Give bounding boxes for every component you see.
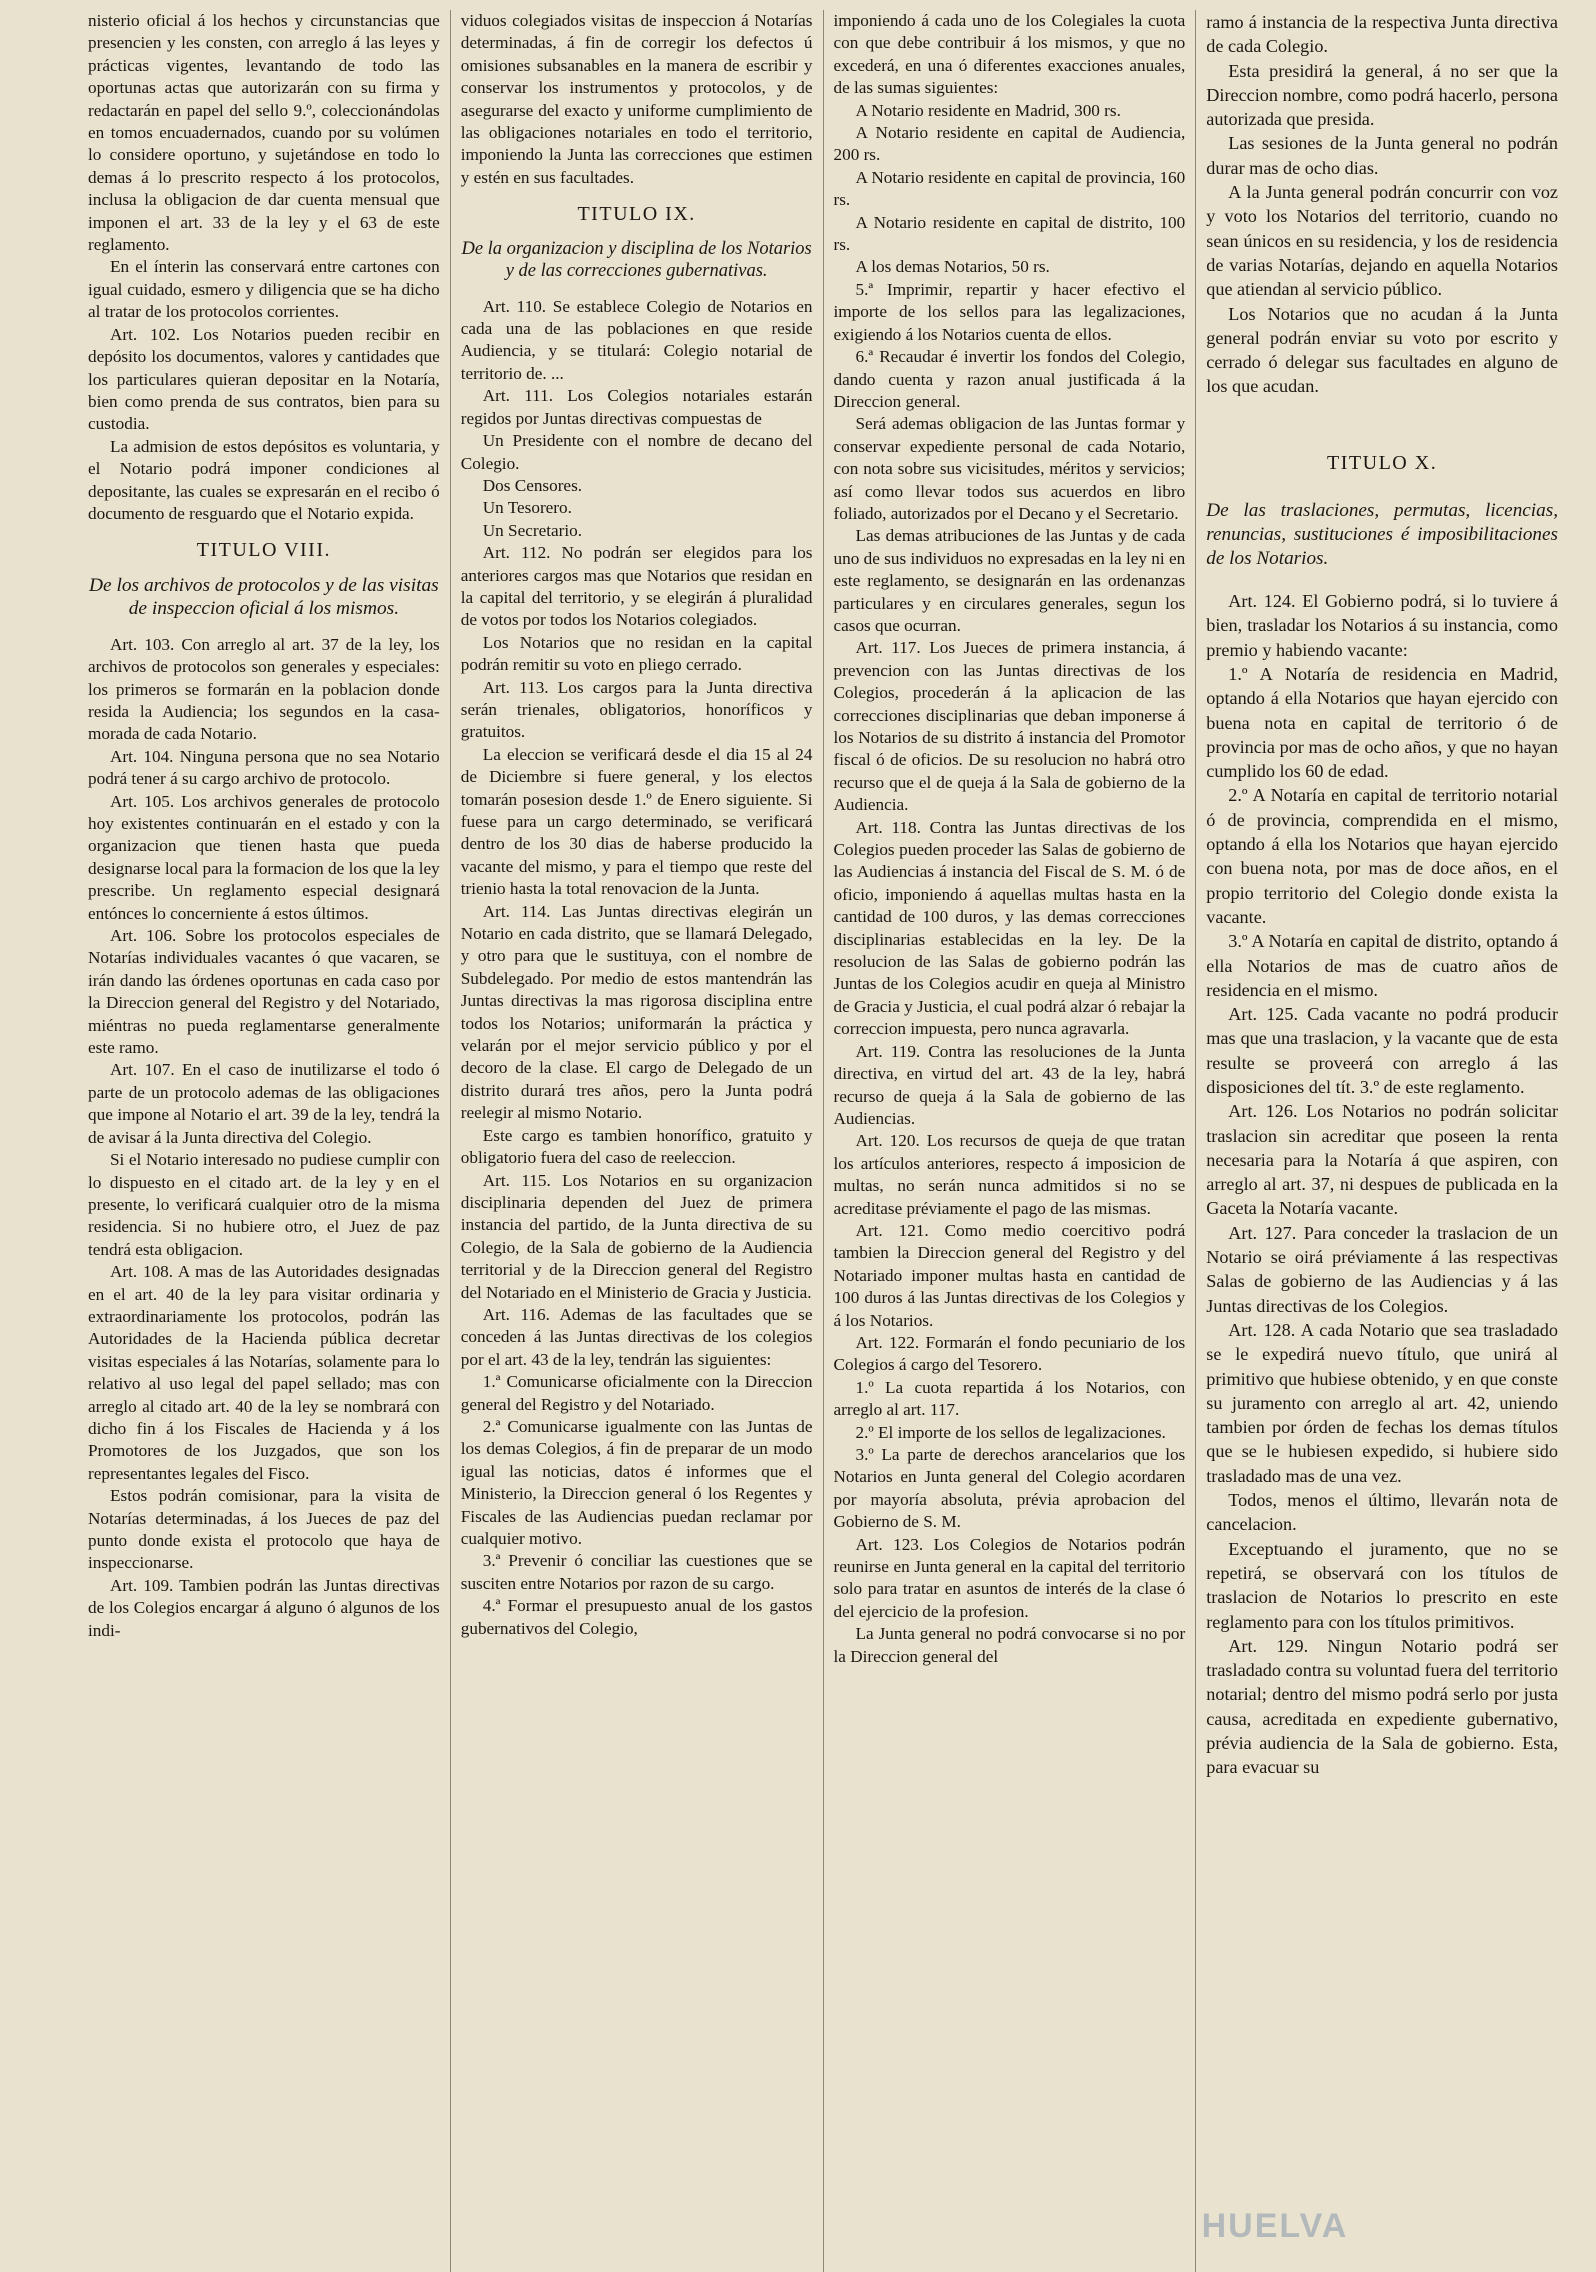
paragraph: 3.º A Notaría en capital de distrito, optando á ella Notarios de mas de cuatro años de residencia en el mismo. (1206, 931, 1558, 1000)
paragraph: Dos Censores. (482, 475, 583, 495)
paragraph: Art. 117. Los Jueces de primera instancia, á prevencion con las Juntas directivas de los Colegios, procederán á la aplicacion de las correcciones disciplinarias que deban imponerse á los Notarios de su distrito á instancia del Promotor fiscal ó de oficios. De su resolucion no habrá otro recurso que el de queja á la Sala de gobierno de la Audiencia. (833, 638, 1186, 815)
paragraph: Art. 103. Con arreglo al art. 37 de la ley, los archivos de protocolos son generales y especiales: los primeros se formarán en la poblacion donde resida la Audiencia; los segundos en la casa-morada de cada Notario. (88, 634, 440, 744)
paragraph: nisterio oficial á los hechos y circunstancias que presencien y les consten, con arreglo á las leyes y prácticas vigentes, levantando de todo las oportunas actas que autorizarán con su firma y redactarán en papel del sello 9.º, coleccionándolas en tomos encuadernados, cuando por su volúmen lo considere oportuno, y sujetándose en todo lo demas á lo prescrito respecto á los protocolos, inclusa la obligacion de dar cuenta mensual que imponen el art. 33 de la ley y el 63 de este reglamento. (88, 11, 440, 255)
paragraph: 2.º El importe de los sellos de legalizaciones. (855, 1422, 1166, 1442)
paragraph: Un Tesorero. (482, 498, 572, 518)
paragraph: Art. 118. Contra las Juntas directivas de los Colegios pueden proceder las Salas de gobierno de las Audiencias á instancia del Fiscal de S. M. ó de oficio, imponiendo á aquellas multas hasta en la cantidad de 100 duros, y las demas correcciones disciplinarias establecidas en la ley. De la resolucion de las Salas de gobierno podrán las Juntas de los Colegios acudir en queja al Ministro de Gracia y Justicia, el cual podrá alzar ó rebajar la correccion impuesta, pero nunca agravarla. (833, 817, 1186, 1039)
paragraph: A Notario residente en capital de distrito, 100 rs. (833, 212, 1186, 255)
section-subtitle: De las traslaciones, permutas, licencias, renuncias, sustituciones é imposibilitaciones de los Notarios. (1206, 500, 1558, 570)
paragraph: A Notario residente en capital de Audiencia, 200 rs. (833, 123, 1186, 165)
paragraph: 2.ª Comunicarse igualmente con las Juntas de los demas Colegios, á fin de preparar de un modo igual las noticias, datos é informes que el Ministerio, la Direccion general ó los Regentes y Fiscales de las Audiencias puedan reclamar por cualquier motivo. (460, 1416, 813, 1548)
paragraph: Art. 102. Los Notarios pueden recibir en depósito los documentos, valores y cantidades que los particulares quieran depositar en la Notaría, bien como prenda de sus contratos, bien para su custodia. (88, 324, 440, 434)
paragraph: Art. 107. En el caso de inutilizarse el todo ó parte de un protocolo ademas de las obligaciones que impone al Notario el art. 39 de la ley, tendrá la de avisar á la Junta directiva del Colegio. (88, 1060, 440, 1147)
paragraph: 3.º La parte de derechos arancelarios que los Notarios en Junta general del Colegio acordaren por mayoría absoluta, prévia aprobacion del Gobierno de S. M. (833, 1445, 1186, 1532)
section-title: TITULO IX. (577, 203, 696, 226)
paragraph: Este cargo es tambien honorífico, gratuito y obligatorio fuera del caso de reeleccion. (460, 1125, 813, 1168)
column-1 (78, 10, 450, 2272)
paragraph: Los Notarios que no acudan á la Junta general podrán enviar su voto por escrito y cerrado ó delegar sus facultades en alguno de los que acudan. (1206, 303, 1558, 397)
paragraph: Art. 104. Ninguna persona que no sea Notario podrá tener á su cargo archivo de protocolo. (88, 746, 440, 789)
paragraph: Art. 129. Ningun Notario podrá ser trasladado contra su voluntad fuera del territorio notarial; dentro del mismo podrá serlo por justa causa, acreditada en expediente gubernativo, prévia audiencia de la Sala de gobierno. Esta, para evacuar su (1206, 1635, 1558, 1778)
section-subtitle: De la organizacion y disciplina de los Notarios y de las correcciones gubernativas. (461, 238, 812, 281)
paragraph: 1.ª Comunicarse oficialmente con la Direccion general del Registro y del Notariado. (460, 1372, 813, 1414)
paragraph: Un Presidente con el nombre de decano del Colegio. (460, 431, 813, 473)
paragraph: Art. 116. Ademas de las facultades que se conceden á las Juntas directivas de los colegios por el art. 43 de la ley, tendrán las siguientes: (460, 1304, 813, 1369)
paragraph: En el ínterin las conservará entre cartones con igual cuidado, esmero y diligencia que se ha dicho al tratar de los protocolos corrientes. (88, 257, 440, 322)
paragraph: La eleccion se verificará desde el dia 15 al 24 de Diciembre si fuere general, y los electos tomarán posesion desde 1.º de Enero siguiente. Si fuese para un cargo determinado, se verificará dentro de los 30 dias de haberse producido la vacante del mismo, y para el tiempo que reste del trienio hasta la total renovacion de la Junta. (460, 744, 813, 899)
paragraph: ramo á instancia de la respectiva Junta directiva de cada Colegio. (1206, 12, 1558, 57)
paragraph: Art. 125. Cada vacante no podrá producir mas que una traslacion, y la vacante que de esta resulte se proveerá con arreglo á las disposiciones del tít. 3.º de este reglamento. (1206, 1004, 1558, 1097)
paragraph: Las demas atribuciones de las Juntas y de cada uno de sus individuos no expresadas en la ley ni en este reglamento, se designarán en las ordenanzas particulares y en circulares generales, segun los casos que ocurran. (833, 526, 1186, 635)
paragraph: A Notario residente en capital de provincia, 160 rs. (833, 167, 1186, 210)
paragraph: Art. 109. Tambien podrán las Juntas directivas de los Colegios encargar á alguno ó algunos de los indi- (88, 1575, 440, 1640)
paragraph: Art. 110. Se establece Colegio de Notarios en cada una de las poblaciones en que reside Audiencia, y se titulará: Colegio notarial de territorio de. ... (460, 296, 813, 383)
paragraph: Art. 105. Los archivos generales de protocolo hoy existentes continuarán en el estado y con la organizacion que tienen hasta que pueda designarse local para la formacion de los que la ley prescribe. Un reglamento especial designará entónces lo concerniente á estos últimos. (88, 791, 440, 923)
column-2 (450, 10, 823, 2272)
paragraph: Esta presidirá la general, á no ser que la Direccion nombre, como podrá hacerlo, persona autorizada que presida. (1206, 60, 1558, 130)
paragraph: Art. 122. Formarán el fondo pecuniario de los Colegios á cargo del Tesorero. (833, 1332, 1186, 1375)
paragraph: Art. 114. Las Juntas directivas elegirán un Notario en cada distrito, que se llamará Delegado, y otro para que le sustituya, con el nombre de Subdelegado. Por medio de estos mantendrán las Juntas directivas la mas rigorosa disciplina entre todos los Notarios; uniformarán la práctica y velarán por el mejor servicio público y por el decoro de la clase. El cargo de Delegado de un distrito durará tres años, pero la Junta podrá reelegir al mismo Notario. (460, 901, 813, 1123)
paragraph: Art. 112. No podrán ser elegidos para los anteriores cargos mas que Notarios que residan en la capital del territorio, y se elegirán á pluralidad de votos por todos los Notarios colegiados. (460, 543, 813, 630)
paragraph: 4.ª Formar el presupuesto anual de los gastos gubernativos del Colegio, (460, 1596, 813, 1638)
paragraph: Art. 115. Los Notarios en su organizacion disciplinaria dependen del Juez de primera instancia del partido, de la Junta directiva de su Colegio, de la Sala de gobierno de la Audiencia territorial y de la Direccion general del Registro del Notariado en el Ministerio de Gracia y Justicia. (460, 1170, 813, 1302)
paragraph: 3.ª Prevenir ó conciliar las cuestiones que se susciten entre Notarios por razon de su cargo. (460, 1551, 813, 1593)
paragraph: Las sesiones de la Junta general no podrán durar mas de ocho dias. (1206, 133, 1558, 178)
paragraph: Estos podrán comisionar, para la visita de Notarías determinadas, á los Jueces de paz del punto donde exista el protocolo que haya de inspeccionarse. (88, 1486, 440, 1573)
paragraph: Un Secretario. (482, 520, 583, 540)
section-subtitle: De los archivos de protocolos y de las visitas de inspeccion oficial á los mismos. (89, 574, 439, 619)
paragraph: A la Junta general podrán concurrir con voz y voto los Notarios del territorio, cuando no sean únicos en su residencia, y los de residencia de varias Notarías, dejando en aquella Notarios que atiendan al servicio público. (1206, 182, 1558, 300)
paragraph: Art. 108. A mas de las Autoridades designadas en el art. 40 de la ley para visitar ordinaria y extraordinariamente los protocolos, podrán las Autoridades de la Hacienda pública decretar visitas especiales á las Notarías, solamente para lo relativo al uso legal del papel sellado; mas con arreglo al citado art. 40 de la ley se nombrará con dicho fin á los Fiscales de Hacienda y á los Promotores de los Juzgados, que son los representantes legales del Fisco. (88, 1262, 440, 1483)
paragraph: La Junta general no podrá convocarse si no por la Direccion general del (833, 1624, 1186, 1666)
paragraph: Art. 106. Sobre los protocolos especiales de Notarías individuales vacantes ó que vacaren, se irán dando las órdenes oportunas en cada caso por la Direccion general del Registro y del Notariado, miéntras no pueda reglamentarse generalmente este ramo. (88, 926, 440, 1058)
paragraph: Art. 120. Los recursos de queja de que tratan los artículos anteriores, respecto á imposicion de multas, no serán nunca admitidos si no se acreditase préviamente el pago de las mismas. (833, 1131, 1186, 1218)
paragraph: A los demas Notarios, 50 rs. (855, 257, 1050, 277)
paragraph: Art. 111. Los Colegios notariales estarán regidos por Juntas directivas compuestas de (460, 386, 813, 428)
paragraph: Art. 126. Los Notarios no podrán solicitar traslacion sin acreditar que poseen la renta necesaria para la Notaría á que aspiren, con arreglo al art. 37, ni despues de publicada en la Gaceta la Notaría vacante. (1206, 1101, 1558, 1219)
paragraph: Art. 128. A cada Notario que sea trasladado se le expedirá nuevo título, que unirá al primitivo que hubiese obtenido, y en que conste su juramento con arreglo al art. 42, uniendo tambien por órden de fechas los demas títulos que se le hubiesen expedido, si hubiere sido trasladado mas de una vez. (1206, 1319, 1558, 1486)
paragraph: imponiendo á cada uno de los Colegiales la cuota con que debe contribuir á los mismos, y que no excederá, en una ó diferentes exacciones anuales, de las sumas siguientes: (833, 11, 1186, 98)
paragraph: Exceptuando el juramento, que no se repetirá, se observará con los títulos de traslacion de Notarios lo prescrito en este reglamento para con los títulos primitivos. (1206, 1538, 1558, 1632)
paragraph: viduos colegiados visitas de inspeccion á Notarías determinadas, á fin de corregir los defectos ú omisiones subsanables en la manera de escribir y conservar los instrumentos y protocolos, y de asegurarse del exacto y uniforme cumplimiento de las obligaciones notariales en todo el territorio, imponiendo la Junta las correcciones que estimen y estén en sus facultades. (460, 11, 813, 187)
paragraph: Art. 127. Para conceder la traslacion de un Notario se oirá préviamente á las respectivas Salas de gobierno de las Audiencias y á las Juntas directivas de los Colegios. (1206, 1222, 1558, 1316)
paragraph: 2.º A Notaría en capital de territorio notarial ó de provincia, comprendida en el mismo, optando á ella los Notarios que hayan ejercido con buena nota, por mas de doce años, en el propio territorio del Colegio donde exista la vacante. (1206, 785, 1558, 927)
paragraph: Art. 119. Contra las resoluciones de la Junta directiva, en virtud del art. 43 de la ley, habrá recurso de queja á la Sala de gobierno de las Audiencias. (833, 1041, 1186, 1128)
paragraph: Art. 121. Como medio coercitivo podrá tambien la Direccion general del Registro y del Notariado imponer multas hasta en cantidad de 100 duros á las Juntas directivas de los Colegios y á los Notarios. (833, 1220, 1186, 1330)
paragraph: Todos, menos el último, llevarán nota de cancelacion. (1206, 1490, 1558, 1535)
paragraph: 1.º La cuota repartida á los Notarios, con arreglo al art. 117. (833, 1377, 1186, 1420)
library-stamp-watermark: HUELVA (1201, 2206, 1349, 2245)
paragraph: Art. 124. El Gobierno podrá, si lo tuviere á bien, trasladar los Notarios á su instancia, como premio y habiendo vacante: (1206, 591, 1558, 660)
paragraph: 1.º A Notaría de residencia en Madrid, optando á ella Notarios que hayan ejercido con buena nota en capital de territorio ó de provincia por mas de ocho años, y que no hayan cumplido los 60 de edad. (1206, 663, 1558, 782)
section-title: TITULO X. (1327, 451, 1438, 474)
paragraph: A Notario residente en Madrid, 300 rs. (855, 100, 1121, 120)
section-title: TITULO VIII. (196, 539, 331, 562)
paragraph: Si el Notario interesado no pudiese cumplir con lo dispuesto en el citado art. de la ley y en el presente, lo verificará cualquier otro de la misma residencia. Si no hubiere otro, el Juez de paz tendrá esta obligacion. (88, 1150, 440, 1259)
paragraph: 5.ª Imprimir, repartir y hacer efectivo el importe de los sellos para las legalizaciones, exigiendo á los Notarios cuenta de ellos. (833, 279, 1186, 344)
paragraph: Art. 123. Los Colegios de Notarios podrán reunirse en Junta general en la capital del territorio solo para tratar en asuntos de interés de la clase ó del ejercicio de la profesion. (833, 1534, 1186, 1621)
paragraph: Los Notarios que no residan en la capital podrán remitir su voto en pliego cerrado. (460, 632, 813, 675)
paragraph: La admision de estos depósitos es voluntaria, y el Notario podrá imponer condiciones al depositante, las cuales se expresarán en el recibo ó documento de resguardo que el Notario expida. (88, 436, 440, 523)
paragraph: 6.ª Recaudar é invertir los fondos del Colegio, dando cuenta y razon anual justificada á la Direccion general. (833, 347, 1186, 411)
paragraph: Art. 113. Los cargos para la Junta directiva serán trienales, obligatorios, honoríficos y gratuitos. (460, 677, 813, 742)
column-4 (1195, 10, 1568, 2272)
column-3 (823, 10, 1196, 2272)
paragraph: Será ademas obligacion de las Juntas formar y conservar expediente personal de cada Notario, con nota sobre sus vicisitudes, méritos y servicios; así como llevar todos sus acuerdos en libro foliado, autorizados por el Decano y el Secretario. (833, 414, 1186, 523)
